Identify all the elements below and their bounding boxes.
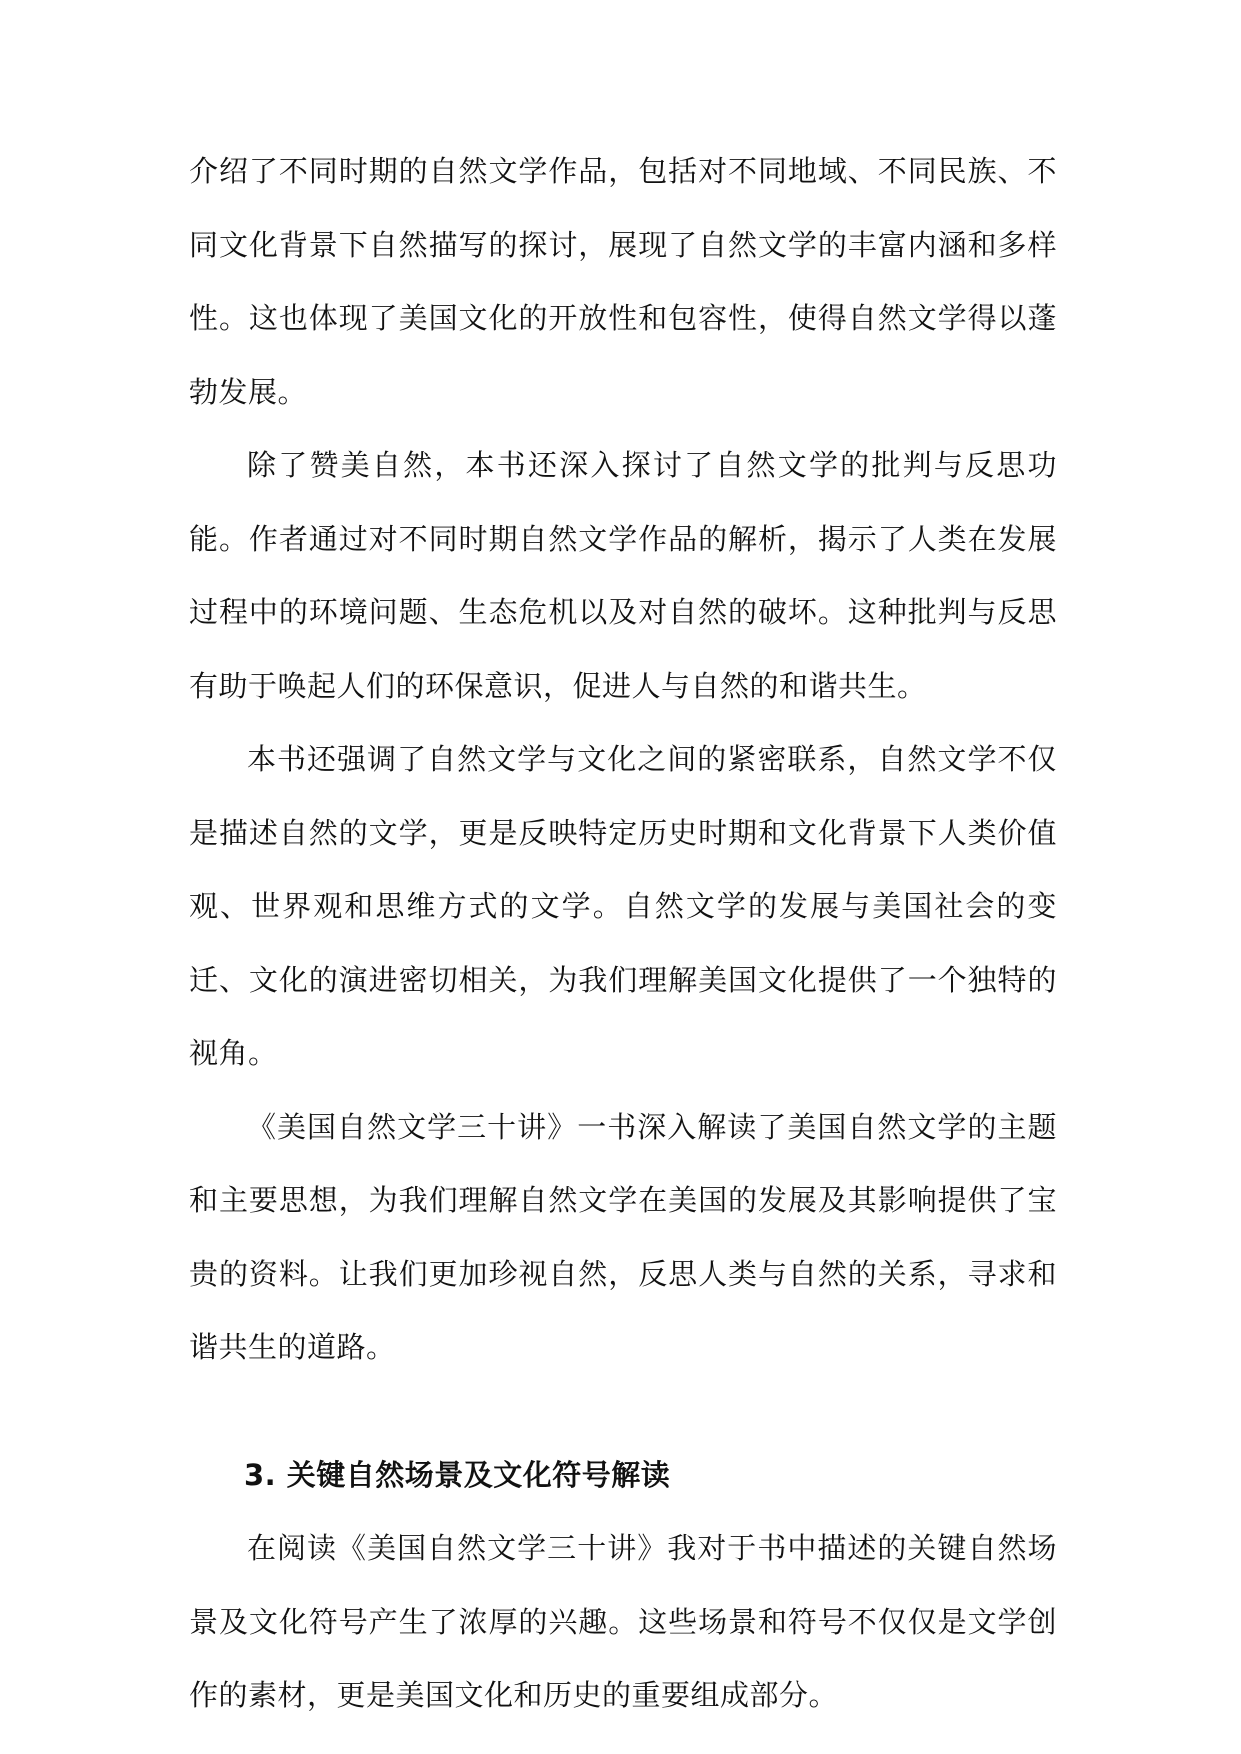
paragraph-4: 《美国自然文学三十讲》一书深入解读了美国自然文学的主题和主要思想，为我们理解自然文学在美国的发展及其影响提供了宝贵的资料。让我们更加珍视自然，反思人类与自然的关系，寻求和谐共生的道路。 [189, 1109, 1057, 1364]
paragraph-3: 本书还强调了自然文学与文化之间的紧密联系，自然文学不仅是描述自然的文学，更是反映特定历史时期和文化背景下人类价值观、世界观和思维方式的文学。自然文学的发展与美国社会的变迁、文化的演进密切相关，为我们理解美国文化提供了一个独特的视角。 [189, 742, 1057, 1070]
paragraph-2: 除了赞美自然，本书还深入探讨了自然文学的批判与反思功能。作者通过对不同时期自然文学作品的解析，揭示了人类在发展过程中的环境问题、生态危机以及对自然的破坏。这种批判与反思有助于唤起人们的环保意识，促进人与自然的和谐共生。 [189, 448, 1057, 703]
document-body [189, 135, 1057, 1733]
paragraph-5: 在阅读《美国自然文学三十讲》我对于书中描述的关键自然场景及文化符号产生了浓厚的兴趣。这些场景和符号不仅仅是文学创作的素材，更是美国文化和历史的重要组成部分。 [189, 1531, 1057, 1712]
paragraph-1: 介绍了不同时期的自然文学作品，包括对不同地域、不同民族、不同文化背景下自然描写的探讨，展现了自然文学的丰富内涵和多样性。这也体现了美国文化的开放性和包容性，使得自然文学得以蓬勃发展。 [189, 154, 1057, 409]
section-heading: 3. 关键自然场景及文化符号解读 [244, 1457, 671, 1492]
